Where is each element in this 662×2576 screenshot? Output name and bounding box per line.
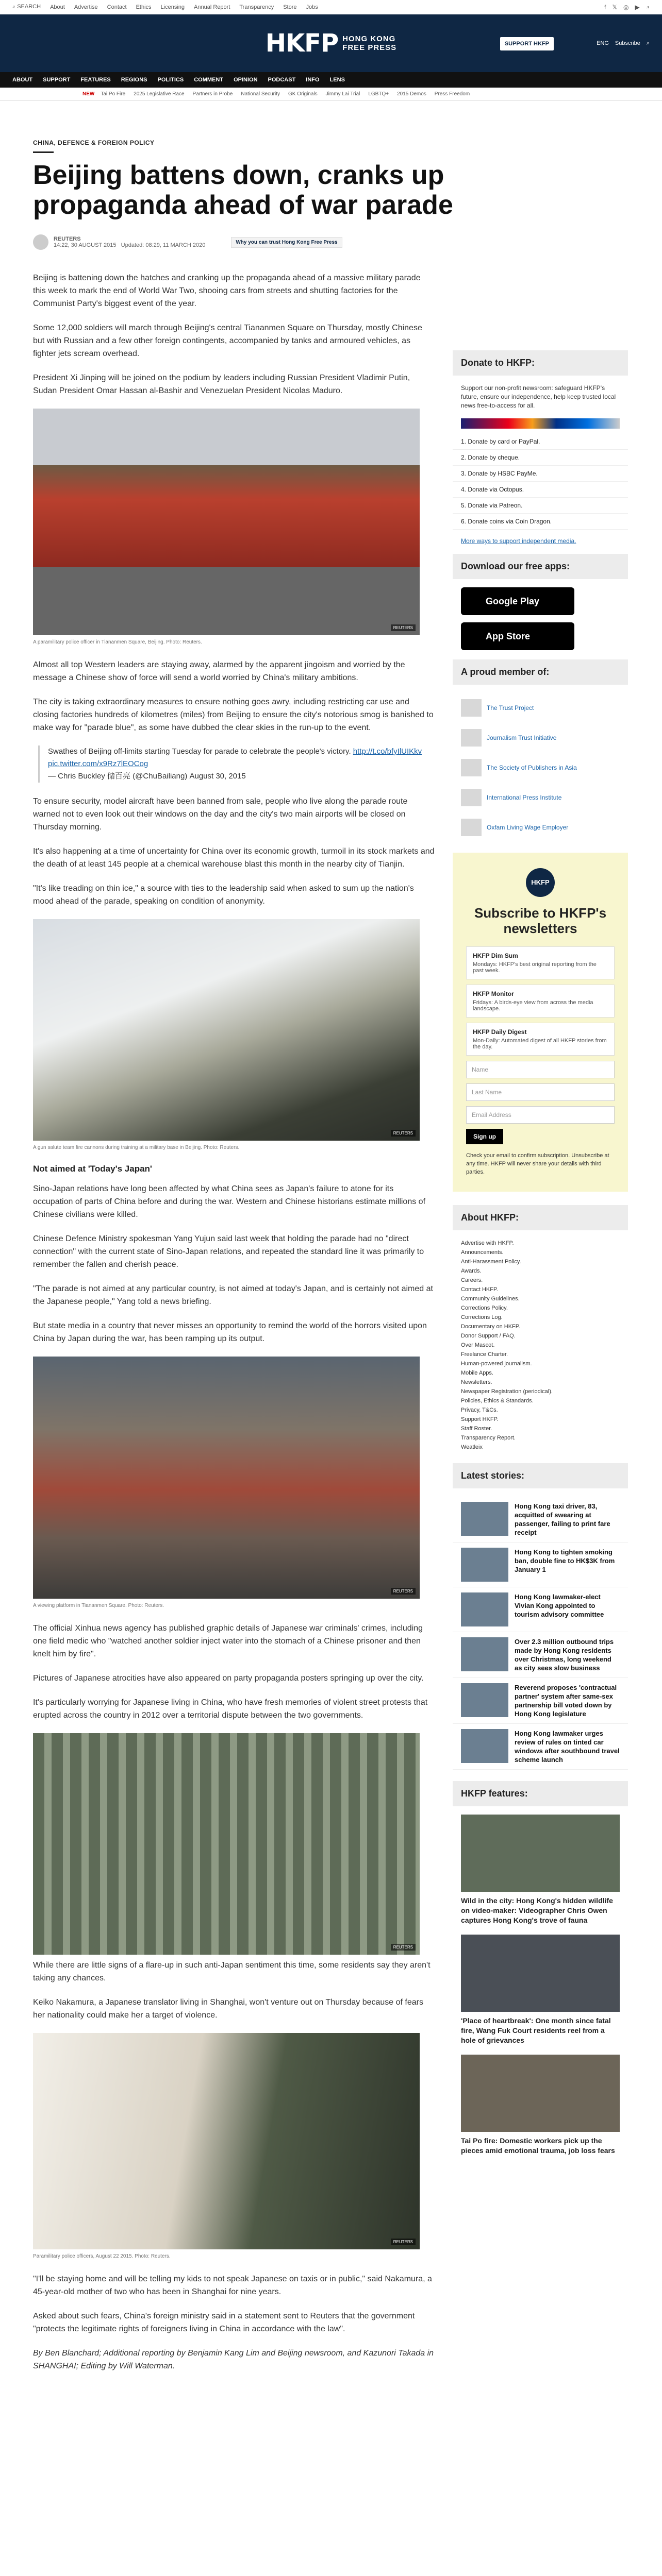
- about-link[interactable]: Newsletters.: [461, 1379, 492, 1385]
- about-link[interactable]: Corrections Policy.: [461, 1305, 508, 1311]
- instagram-icon[interactable]: ◎: [623, 3, 629, 11]
- paragraph: It's particularly worrying for Japanese living in China, who have fresh memories of violent street protests that erupted across the country in 2012 over a territorial dispute between the two governments.: [33, 1698, 428, 1720]
- about-link[interactable]: About: [50, 4, 65, 10]
- member-logo[interactable]: International Press Institute: [453, 783, 628, 812]
- newsletter-heading: Subscribe to HKFP's newsletters: [474, 905, 607, 936]
- photo-caption: A gun salute team fire cannons during training at a military base in Beijing. Photo: Reuters.: [33, 1145, 240, 1150]
- search-link[interactable]: ⌕ SEARCH: [12, 4, 41, 10]
- member-logo[interactable]: Oxfam Living Wage Employer: [453, 812, 628, 842]
- paragraph: To ensure security, model aircraft have been banned from sale, people who live along the parade route warned not to even look out their windows on the day and the city's two main airports will be closed on Thursday morning.: [33, 797, 408, 832]
- tiananmen-photo: [33, 409, 420, 635]
- about-link[interactable]: Careers.: [461, 1277, 483, 1283]
- police-officers-photo: [33, 2033, 420, 2249]
- divider: [33, 151, 54, 153]
- nav-lens[interactable]: LENS: [329, 77, 345, 83]
- latest-story[interactable]: Reverend proposes 'contractual partner' system after same-sex partnership bill voted down by Hong Kong legislature: [453, 1678, 628, 1724]
- topic-link[interactable]: National Security: [241, 91, 280, 97]
- photo-caption: A paramilitary police officer in Tiananmen Square, Beijing. Photo: Reuters.: [33, 639, 202, 645]
- store-link[interactable]: Store: [283, 4, 297, 10]
- photo-caption: Paramilitary police officers, August 22 2015. Photo: Reuters.: [33, 2253, 171, 2259]
- member-heading: A proud member of:: [453, 659, 628, 685]
- nav-opinion[interactable]: OPINION: [234, 77, 258, 83]
- donate-option[interactable]: 1. Donate by card or PayPal.: [453, 434, 628, 450]
- story-thumbnail: [461, 1502, 508, 1536]
- new-badge: NEW: [82, 91, 95, 97]
- paragraph: Beijing is battening down the hatches and cranking up the propaganda ahead of a massive military parade this week to mark the end of World War Two, shooing cars from streets and shutting factories for the Communist Party's biggest event of the year.: [33, 274, 421, 308]
- story-thumbnail: [461, 1592, 508, 1626]
- about-link[interactable]: Donor Support / FAQ.: [461, 1333, 516, 1339]
- donate-option[interactable]: 2. Donate by cheque.: [453, 450, 628, 466]
- lang-switch[interactable]: ENG: [597, 40, 609, 46]
- story-thumbnail: [461, 1683, 508, 1717]
- paragraph: "It's like treading on thin ice," a source with ties to the leadership said when asked to sum up the nation's mood ahead of the parade, speaking on condition of anonymity.: [33, 884, 414, 906]
- about-link[interactable]: Transparency Report.: [461, 1435, 516, 1441]
- advertise-link[interactable]: Advertise: [74, 4, 98, 10]
- about-list: [453, 1239, 628, 1452]
- donate-heading: Donate to HKFP:: [453, 350, 628, 376]
- latest-story[interactable]: Hong Kong to tighten smoking ban, double fine to HK$3K from January 1: [453, 1543, 628, 1587]
- soldiers-march-photo: [33, 1733, 420, 1955]
- embedded-tweet: [38, 745, 435, 783]
- trust-badge[interactable]: Why you can trust Hong Kong Free Press: [231, 237, 342, 248]
- feature-image: [461, 1935, 620, 2012]
- article-category[interactable]: CHINA, DEFENCE & FOREIGN POLICY: [33, 139, 155, 146]
- article-title: Beijing battens down, cranks up propaganda ahead of war parade: [33, 160, 453, 220]
- paragraph: "I'll be staying home and will be telling my kids to not speak Japanese on taxis or in public," said Nakamura, a 45-year-old mother of two who has been in Shanghai for nine years.: [33, 2275, 432, 2296]
- top-utility-bar: [0, 0, 662, 14]
- donate-text[interactable]: Support our non-profit newsroom: safeguard HKFP's future, ensure our independence, help keep trusted local news free-to-access for all.: [461, 384, 616, 409]
- hkfp-badge: HKFP: [526, 868, 555, 897]
- newsletter-option[interactable]: HKFP Monitor Fridays: A birds-eye view from across the media landscape.: [466, 985, 615, 1018]
- support-hkfp-button[interactable]: SUPPORT HKFP: [500, 37, 554, 50]
- about-link[interactable]: Weatleix: [461, 1444, 483, 1450]
- paragraph: Keiko Nakamura, a Japanese translator living in Shanghai, won't venture out on Thursday because of fears her nationality could make her a target of violence.: [33, 1998, 423, 2020]
- nav-info[interactable]: INFO: [306, 77, 320, 83]
- photo-watermark: REUTERS: [391, 1588, 416, 1595]
- features-heading: HKFP features:: [453, 1781, 628, 1806]
- about-link[interactable]: Human-powered journalism.: [461, 1361, 532, 1367]
- paragraph: It's also happening at a time of uncertainty for China over its economic growth, turmoil in its stock markets and the death of at least 145 people at a chemical warehouse blast this month in the nearby city of Tianjin.: [33, 847, 435, 869]
- about-link[interactable]: Newspaper Registration (periodical).: [461, 1388, 553, 1395]
- sopa-icon: [461, 759, 482, 776]
- hkfp-logo[interactable]: [266, 29, 396, 58]
- nav-politics[interactable]: POLITICS: [157, 77, 184, 83]
- paragraph: Sino-Japan relations have long been affected by what China sees as Japan's failure to atone for its occupation of parts of China before and during the war. Western and Chinese historians estimate millions of Chinese civilians were killed.: [33, 1184, 426, 1219]
- newsletter-note: Check your email to confirm subscription. Unsubscribe at any time. HKFP will never share your details with third parties.: [466, 1153, 609, 1175]
- author-name-block: [54, 236, 205, 248]
- transparency-link[interactable]: Transparency: [239, 4, 274, 10]
- paragraph: President Xi Jinping will be joined on the podium by leaders including Russian President Vladimir Putin, Sudan President Omar Hassan al-Bashir and Venezuelan President Nicolas Maduro.: [33, 374, 410, 395]
- licensing-link[interactable]: Licensing: [160, 4, 185, 10]
- story-thumbnail: [461, 1729, 508, 1763]
- member-logo[interactable]: The Trust Project: [453, 693, 628, 723]
- facebook-icon[interactable]: f: [604, 3, 606, 11]
- photo-watermark: REUTERS: [391, 624, 416, 631]
- payment-methods-icons: [461, 418, 620, 429]
- about-link[interactable]: Anti-Harassment Policy.: [461, 1259, 521, 1265]
- updated-date: Updated: 08:29, 11 MARCH 2020: [121, 242, 206, 248]
- nav-regions[interactable]: REGIONS: [121, 77, 147, 83]
- latest-story[interactable]: Over 2.3 million outbound trips made by Hong Kong residents over Christmas, long weekend as city sees slow business: [453, 1632, 628, 1678]
- more-ways-link[interactable]: More ways to support independent media.: [461, 537, 576, 545]
- donate-option[interactable]: 6. Donate coins via Coin Dragon.: [453, 514, 628, 530]
- viewing-platform-photo: [33, 1357, 420, 1599]
- reporting-credit: By Ben Blanchard; Additional reporting by Benjamin Kang Lim and Beijing newsroom, and Kazunori Takada in SHANGHAI; Editing by Will Waterman.: [33, 2349, 434, 2370]
- site-header: [0, 14, 662, 72]
- feature-story[interactable]: Tai Po fire: Domestic workers pick up the pieces amid emotional trauma, job loss fears: [453, 2055, 628, 2165]
- logo-mark: HKFP: [265, 29, 339, 58]
- photo-watermark: REUTERS: [391, 2239, 416, 2245]
- paragraph: Chinese Defence Ministry spokesman Yang Yujun said last week that holding the parade had no "direct connection" with the current state of Sino-Japan relations, and repeated the standard line it was primarily to remember the fallen and cherish peace.: [33, 1234, 424, 1269]
- photo-caption: A viewing platform in Tiananmen Square. Photo: Reuters.: [33, 1603, 164, 1608]
- member-logo[interactable]: Journalism Trust Initiative: [453, 723, 628, 753]
- donate-option[interactable]: 5. Donate via Patreon.: [453, 498, 628, 514]
- trust-project-icon: [461, 699, 482, 717]
- latest-story[interactable]: Hong Kong taxi driver, 83, acquitted of swearing at passenger, failing to print fare receipt: [453, 1497, 628, 1543]
- latest-story[interactable]: Hong Kong lawmaker-elect Vivian Kong appointed to tourism advisory committee: [453, 1587, 628, 1632]
- about-link[interactable]: Documentary on HKFP.: [461, 1324, 520, 1330]
- about-link[interactable]: Privacy, T&Cs.: [461, 1407, 498, 1413]
- topic-link[interactable]: Partners in Probe: [192, 91, 233, 97]
- feature-story[interactable]: Wild in the city: Hong Kong's hidden wildlife on video-maker: Videographer Chris Owen captures Hong Kong's trove of fauna: [453, 1815, 628, 1935]
- topic-link[interactable]: GK Originals: [288, 91, 318, 97]
- about-link[interactable]: Support HKFP.: [461, 1416, 499, 1422]
- about-link[interactable]: Announcements.: [461, 1249, 504, 1256]
- nav-about[interactable]: ABOUT: [12, 77, 33, 83]
- latest-story[interactable]: Hong Kong lawmaker urges review of rules on tinted car windows after southbound travel scheme launch: [453, 1724, 628, 1770]
- annual-report-link[interactable]: Annual Report: [194, 4, 230, 10]
- paragraph: While there are little signs of a flare-up in such anti-Japan sentiment this time, some residents say they aren't taking any chances.: [33, 1961, 431, 1982]
- feature-image: [461, 1815, 620, 1892]
- subscribe-link[interactable]: Subscribe: [615, 40, 640, 46]
- paragraph: The official Xinhua news agency has published graphic details of Japanese war criminals' crimes, including one field medic who "watched another soldier inject water into the stomach of a Chinese prisoner and then knelt him by fire".: [33, 1624, 423, 1658]
- nav-podcast[interactable]: PODCAST: [268, 77, 296, 83]
- signup-button[interactable]: Sign up: [466, 1129, 503, 1144]
- topic-link[interactable]: Jimmy Lai Trial: [325, 91, 360, 97]
- photo-watermark: REUTERS: [391, 1944, 416, 1951]
- about-link[interactable]: Policies, Ethics & Standards.: [461, 1398, 534, 1404]
- header-links: [597, 40, 650, 47]
- ethics-link[interactable]: Ethics: [136, 4, 152, 10]
- byline: [33, 234, 435, 250]
- apps-heading: Download our free apps:: [453, 554, 628, 579]
- about-link[interactable]: Advertise with HKFP.: [461, 1240, 514, 1246]
- main-nav: [0, 72, 662, 88]
- logo-text: HONG KONG FREE PRESS: [342, 35, 397, 52]
- paragraph: But state media in a country that never misses an opportunity to remind the world of the horrors visited upon China by Japan during the war, has been ramping up its output.: [33, 1321, 427, 1343]
- youtube-icon[interactable]: ▶: [635, 3, 640, 11]
- ipi-icon: [461, 789, 482, 806]
- jti-icon: [461, 729, 482, 747]
- about-link[interactable]: Mobile Apps.: [461, 1370, 493, 1376]
- paragraph: The city is taking extraordinary measures to ensure nothing goes awry, including restricting car use and closing factories hundreds of kilometres (miles) from Beijing to ensure the city's notorious smog is banished to make way for "parade blue", as some have dubbed the clear skies in the run-up to the event.: [33, 698, 434, 732]
- story-thumbnail: [461, 1548, 508, 1582]
- feature-image: [461, 2055, 620, 2132]
- feature-story[interactable]: 'Place of heartbreak': One month since fatal fire, Wang Fuk Court residents reel from a hole of grievances: [453, 1935, 628, 2055]
- search-icon[interactable]: ⌕: [646, 40, 650, 46]
- topic-link[interactable]: 2025 Legislative Race: [134, 91, 185, 97]
- paragraph: "The parade is not aimed at any particular country, is not aimed at today's Japan, and is certainly not aimed at the Japanese people," Yang told a news briefing.: [33, 1284, 433, 1306]
- x-icon[interactable]: 𝕏: [612, 3, 618, 11]
- social-icons: [604, 4, 650, 11]
- tweet-text: Swathes of Beijing off-limits starting Tuesday for parade to celebrate the people's victory.: [48, 747, 351, 756]
- jobs-link[interactable]: Jobs: [306, 4, 318, 10]
- newsletter-option[interactable]: HKFP Dim Sum Mondays: HKFP's best original reporting from the past week.: [466, 946, 615, 979]
- publish-date: 14:22, 30 AUGUST 2015: [54, 242, 117, 248]
- about-link[interactable]: Freelance Charter.: [461, 1351, 508, 1358]
- topic-link[interactable]: Press Freedom: [434, 91, 470, 97]
- cannon-photo: [33, 919, 420, 1141]
- topic-bar: [0, 88, 662, 101]
- name-field[interactable]: Name: [466, 1061, 615, 1078]
- sidebar: [453, 350, 628, 2165]
- story-thumbnail: [461, 1637, 508, 1671]
- nav-comment[interactable]: COMMENT: [194, 77, 224, 83]
- donate-option[interactable]: 4. Donate via Octopus.: [453, 482, 628, 498]
- newsletter-option[interactable]: HKFP Daily Digest Mon-Daily: Automated digest of all HKFP stories from the day.: [466, 1023, 615, 1056]
- google-play-badge[interactable]: Google Play: [461, 587, 574, 615]
- author-name[interactable]: REUTERS: [54, 236, 81, 242]
- tweet-author[interactable]: — Chris Buckley 储百亮 (@ChuBailiang) August 30, 2015: [48, 772, 246, 781]
- app-store-badge[interactable]: App Store: [461, 622, 574, 650]
- tweet-link[interactable]: http://t.co/bfyIlUIKkv pic.twitter.com/x9Rz7lEOCog: [48, 747, 422, 768]
- about-link[interactable]: Community Guidelines.: [461, 1296, 520, 1302]
- section-heading: Not aimed at 'Today's Japan': [33, 1164, 152, 1174]
- about-link[interactable]: Awards.: [461, 1268, 482, 1274]
- member-logo[interactable]: The Society of Publishers in Asia: [453, 753, 628, 783]
- rss-icon[interactable]: ◔: [646, 3, 650, 11]
- about-link[interactable]: Corrections Log.: [461, 1314, 503, 1320]
- paragraph: Pictures of Japanese atrocities have also appeared on party propaganda posters springing up over the city.: [33, 1674, 424, 1683]
- oxfam-icon: [461, 819, 482, 836]
- nav-support[interactable]: SUPPORT: [43, 77, 71, 83]
- nav-features[interactable]: FEATURES: [80, 77, 111, 83]
- about-link[interactable]: Contact HKFP.: [461, 1286, 498, 1293]
- paragraph: Almost all top Western leaders are staying away, alarmed by the apparent jingoism and worried by the message a Chinese show of force will send a world worried by China's military ambitions.: [33, 660, 405, 682]
- paragraph: Asked about such fears, China's foreign ministry said in a statement sent to Reuters that the government "protects the legitimate rights of foreigners living in China in accordance with the law".: [33, 2312, 415, 2333]
- topic-link[interactable]: 2015 Demos: [397, 91, 426, 97]
- latest-heading: Latest stories:: [453, 1463, 628, 1488]
- last-name-field[interactable]: Last Name: [466, 1083, 615, 1101]
- about-link[interactable]: Over Mascot.: [461, 1342, 495, 1348]
- photo-watermark: REUTERS: [391, 1130, 416, 1137]
- about-link[interactable]: Staff Roster.: [461, 1426, 492, 1432]
- topic-link[interactable]: Tai Po Fire: [101, 91, 126, 97]
- author-avatar: [33, 234, 48, 250]
- article: [33, 139, 453, 2384]
- topic-link[interactable]: LGBTQ+: [368, 91, 389, 97]
- newsletter-box: [453, 853, 628, 1192]
- paragraph: Some 12,000 soldiers will march through Beijing's central Tiananmen Square on Thursday, mostly Chinese but with Russian and a few other foreign contingents, accompanied by tanks and armoured vehicles, as fighter jets scream overhead.: [33, 324, 422, 358]
- email-field[interactable]: Email Address: [466, 1106, 615, 1124]
- contact-link[interactable]: Contact: [107, 4, 127, 10]
- donate-option[interactable]: 3. Donate by HSBC PayMe.: [453, 466, 628, 482]
- about-heading: About HKFP:: [453, 1205, 628, 1230]
